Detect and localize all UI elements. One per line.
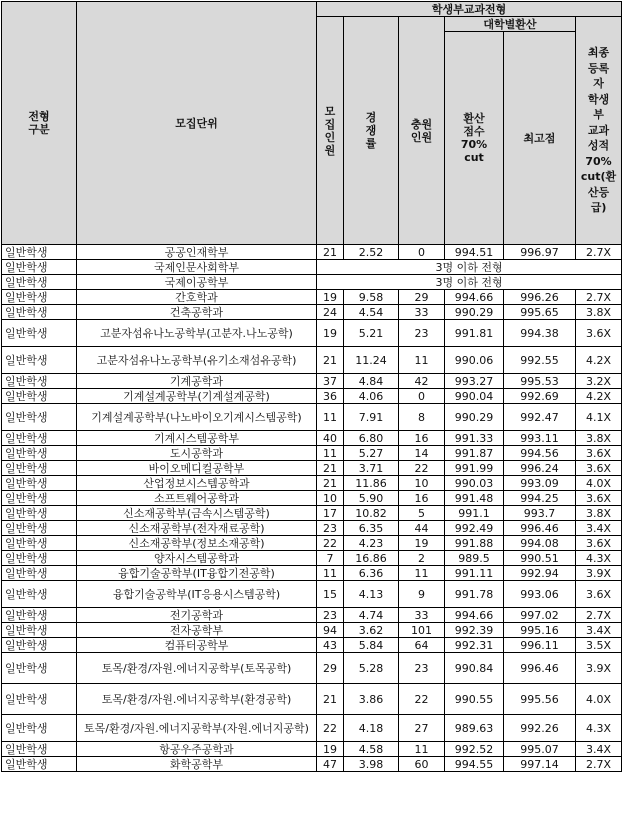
admission-type-cell: 일반학생 bbox=[2, 684, 77, 715]
recruit-count-cell: 43 bbox=[317, 638, 344, 653]
recruit-count-cell: 22 bbox=[317, 536, 344, 551]
max-score-cell: 994.25 bbox=[504, 491, 576, 506]
recruit-count-cell: 36 bbox=[317, 389, 344, 404]
score-70-cut-cell: 994.55 bbox=[445, 757, 504, 772]
table-row bbox=[2, 290, 622, 305]
admission-type-cell: 일반학생 bbox=[2, 305, 77, 320]
table-row bbox=[2, 476, 622, 491]
final-grade-cell: 2.7X bbox=[576, 608, 622, 623]
admission-type-cell: 일반학생 bbox=[2, 521, 77, 536]
admission-type-cell: 일반학생 bbox=[2, 404, 77, 431]
competition-rate-cell: 5.84 bbox=[344, 638, 399, 653]
recruit-unit-cell: 기계공학과 bbox=[77, 374, 317, 389]
extra-admits-cell: 22 bbox=[399, 684, 445, 715]
competition-rate-cell: 5.21 bbox=[344, 320, 399, 347]
score-70-cut-cell: 992.49 bbox=[445, 521, 504, 536]
recruit-count-cell: 7 bbox=[317, 551, 344, 566]
recruit-unit-cell: 양자시스템공학과 bbox=[77, 551, 317, 566]
final-grade-cell: 4.2X bbox=[576, 389, 622, 404]
score-70-cut-cell: 991.78 bbox=[445, 581, 504, 608]
score-70-cut-cell: 991.33 bbox=[445, 431, 504, 446]
table-row bbox=[2, 320, 622, 347]
competition-rate-cell: 3.71 bbox=[344, 461, 399, 476]
max-score-cell: 995.53 bbox=[504, 374, 576, 389]
final-grade-cell: 3.6X bbox=[576, 581, 622, 608]
extra-admits-cell: 29 bbox=[399, 290, 445, 305]
max-score-cell: 994.38 bbox=[504, 320, 576, 347]
score-70-cut-cell: 993.27 bbox=[445, 374, 504, 389]
score-70-cut-cell: 991.48 bbox=[445, 491, 504, 506]
competition-rate-cell: 4.06 bbox=[344, 389, 399, 404]
recruit-unit-cell: 토목/환경/자원.에너지공학부(환경공학) bbox=[77, 684, 317, 715]
recruit-unit-cell: 고분자섬유나노공학부(고분자.나노공학) bbox=[77, 320, 317, 347]
admission-type-cell: 일반학생 bbox=[2, 623, 77, 638]
extra-admits-cell: 101 bbox=[399, 623, 445, 638]
max-score-cell: 992.26 bbox=[504, 715, 576, 742]
max-score-cell: 996.46 bbox=[504, 653, 576, 684]
recruit-unit-cell: 국제이공학부 bbox=[77, 275, 317, 290]
competition-rate-cell: 4.84 bbox=[344, 374, 399, 389]
recruit-count-cell: 11 bbox=[317, 446, 344, 461]
table-row bbox=[2, 551, 622, 566]
max-score-cell: 992.94 bbox=[504, 566, 576, 581]
admission-type-cell: 일반학생 bbox=[2, 491, 77, 506]
max-score-cell: 993.11 bbox=[504, 431, 576, 446]
recruit-count-cell: 47 bbox=[317, 757, 344, 772]
recruit-unit-cell: 기계설계공학부(나노바이오기계시스템공학) bbox=[77, 404, 317, 431]
score-70-cut-cell: 991.11 bbox=[445, 566, 504, 581]
score-70-cut-cell: 991.87 bbox=[445, 446, 504, 461]
max-score-cell: 994.08 bbox=[504, 536, 576, 551]
competition-rate-cell: 5.28 bbox=[344, 653, 399, 684]
table-row bbox=[2, 757, 622, 772]
score-70-cut-cell: 989.63 bbox=[445, 715, 504, 742]
recruit-unit-cell: 기계시스템공학부 bbox=[77, 431, 317, 446]
admission-type-cell: 일반학생 bbox=[2, 320, 77, 347]
final-grade-cell: 4.3X bbox=[576, 551, 622, 566]
competition-rate-cell: 5.27 bbox=[344, 446, 399, 461]
header-admission-type: 전형 구분 bbox=[2, 2, 77, 245]
extra-admits-cell: 16 bbox=[399, 491, 445, 506]
admission-type-cell: 일반학생 bbox=[2, 608, 77, 623]
admission-type-cell: 일반학생 bbox=[2, 260, 77, 275]
extra-admits-cell: 60 bbox=[399, 757, 445, 772]
extra-admits-cell: 0 bbox=[399, 389, 445, 404]
competition-rate-cell: 4.54 bbox=[344, 305, 399, 320]
extra-admits-cell: 23 bbox=[399, 653, 445, 684]
table-row bbox=[2, 742, 622, 757]
competition-rate-cell: 11.86 bbox=[344, 476, 399, 491]
admission-type-cell: 일반학생 bbox=[2, 638, 77, 653]
max-score-cell: 990.51 bbox=[504, 551, 576, 566]
extra-admits-cell: 9 bbox=[399, 581, 445, 608]
final-grade-cell: 3.6X bbox=[576, 491, 622, 506]
note-cell: 3명 이하 전형 bbox=[317, 275, 622, 290]
header-score-70-cut: 환산 점수 70% cut bbox=[445, 32, 504, 245]
score-70-cut-cell: 990.29 bbox=[445, 305, 504, 320]
final-grade-cell: 3.8X bbox=[576, 305, 622, 320]
table-row bbox=[2, 305, 622, 320]
max-score-cell: 995.07 bbox=[504, 742, 576, 757]
admission-type-cell: 일반학생 bbox=[2, 431, 77, 446]
recruit-count-cell: 22 bbox=[317, 715, 344, 742]
extra-admits-cell: 27 bbox=[399, 715, 445, 742]
recruit-unit-cell: 신소재공학부(정보소재공학) bbox=[77, 536, 317, 551]
extra-admits-cell: 14 bbox=[399, 446, 445, 461]
max-score-cell: 995.56 bbox=[504, 684, 576, 715]
final-grade-cell: 3.6X bbox=[576, 536, 622, 551]
admission-type-cell: 일반학생 bbox=[2, 551, 77, 566]
admission-type-cell: 일반학생 bbox=[2, 506, 77, 521]
max-score-cell: 996.11 bbox=[504, 638, 576, 653]
final-grade-cell: 3.9X bbox=[576, 653, 622, 684]
header-extra-admits: 충원 인원 bbox=[399, 17, 445, 245]
score-70-cut-cell: 994.66 bbox=[445, 608, 504, 623]
table-row bbox=[2, 608, 622, 623]
recruit-unit-cell: 전자공학부 bbox=[77, 623, 317, 638]
competition-rate-cell: 7.91 bbox=[344, 404, 399, 431]
recruit-count-cell: 24 bbox=[317, 305, 344, 320]
score-70-cut-cell: 990.84 bbox=[445, 653, 504, 684]
table-row bbox=[2, 623, 622, 638]
table-row bbox=[2, 715, 622, 742]
score-70-cut-cell: 992.52 bbox=[445, 742, 504, 757]
admission-type-cell: 일반학생 bbox=[2, 566, 77, 581]
table-row bbox=[2, 275, 622, 290]
table-row bbox=[2, 684, 622, 715]
final-grade-cell: 3.4X bbox=[576, 521, 622, 536]
competition-rate-cell: 4.58 bbox=[344, 742, 399, 757]
max-score-cell: 996.26 bbox=[504, 290, 576, 305]
recruit-unit-cell: 간호학과 bbox=[77, 290, 317, 305]
admission-type-cell: 일반학생 bbox=[2, 476, 77, 491]
competition-rate-cell: 3.86 bbox=[344, 684, 399, 715]
extra-admits-cell: 11 bbox=[399, 566, 445, 581]
extra-admits-cell: 16 bbox=[399, 431, 445, 446]
score-70-cut-cell: 989.5 bbox=[445, 551, 504, 566]
competition-rate-cell: 6.35 bbox=[344, 521, 399, 536]
extra-admits-cell: 8 bbox=[399, 404, 445, 431]
recruit-unit-cell: 도시공학과 bbox=[77, 446, 317, 461]
final-grade-cell: 3.5X bbox=[576, 638, 622, 653]
recruit-unit-cell: 컴퓨터공학부 bbox=[77, 638, 317, 653]
recruit-count-cell: 11 bbox=[317, 566, 344, 581]
recruit-count-cell: 37 bbox=[317, 374, 344, 389]
recruit-unit-cell: 신소재공학부(전자재료공학) bbox=[77, 521, 317, 536]
table-row bbox=[2, 566, 622, 581]
recruit-unit-cell: 국제인문사회학부 bbox=[77, 260, 317, 275]
final-grade-cell: 3.6X bbox=[576, 320, 622, 347]
recruit-count-cell: 21 bbox=[317, 684, 344, 715]
final-grade-cell: 3.9X bbox=[576, 566, 622, 581]
extra-admits-cell: 2 bbox=[399, 551, 445, 566]
admission-type-cell: 일반학생 bbox=[2, 245, 77, 260]
recruit-count-cell: 21 bbox=[317, 461, 344, 476]
competition-rate-cell: 5.90 bbox=[344, 491, 399, 506]
extra-admits-cell: 42 bbox=[399, 374, 445, 389]
header-final-grade: 최종 등록 자 학생 부 교과 성적 70% cut(환 산등 급) bbox=[576, 17, 622, 245]
table-row bbox=[2, 374, 622, 389]
max-score-cell: 993.06 bbox=[504, 581, 576, 608]
competition-rate-cell: 4.23 bbox=[344, 536, 399, 551]
table-row bbox=[2, 389, 622, 404]
recruit-count-cell: 21 bbox=[317, 476, 344, 491]
recruit-unit-cell: 산업정보시스템공학과 bbox=[77, 476, 317, 491]
extra-admits-cell: 11 bbox=[399, 742, 445, 757]
admission-type-cell: 일반학생 bbox=[2, 757, 77, 772]
recruit-count-cell: 21 bbox=[317, 245, 344, 260]
admission-type-cell: 일반학생 bbox=[2, 446, 77, 461]
extra-admits-cell: 10 bbox=[399, 476, 445, 491]
admission-type-cell: 일반학생 bbox=[2, 581, 77, 608]
recruit-unit-cell: 신소재공학부(금속시스템공학) bbox=[77, 506, 317, 521]
recruit-count-cell: 19 bbox=[317, 320, 344, 347]
competition-rate-cell: 4.74 bbox=[344, 608, 399, 623]
final-grade-cell: 3.6X bbox=[576, 446, 622, 461]
score-70-cut-cell: 991.99 bbox=[445, 461, 504, 476]
max-score-cell: 997.14 bbox=[504, 757, 576, 772]
admission-type-cell: 일반학생 bbox=[2, 742, 77, 757]
recruit-unit-cell: 융합기술공학부(IT응용시스템공학) bbox=[77, 581, 317, 608]
competition-rate-cell: 6.80 bbox=[344, 431, 399, 446]
recruit-count-cell: 21 bbox=[317, 347, 344, 374]
final-grade-cell: 4.0X bbox=[576, 684, 622, 715]
table-row bbox=[2, 446, 622, 461]
note-cell: 3명 이하 전형 bbox=[317, 260, 622, 275]
table-row bbox=[2, 653, 622, 684]
recruit-count-cell: 23 bbox=[317, 608, 344, 623]
table-row bbox=[2, 260, 622, 275]
table-row bbox=[2, 521, 622, 536]
max-score-cell: 992.55 bbox=[504, 347, 576, 374]
final-grade-cell: 4.2X bbox=[576, 347, 622, 374]
score-70-cut-cell: 990.03 bbox=[445, 476, 504, 491]
max-score-cell: 994.56 bbox=[504, 446, 576, 461]
final-grade-cell: 2.7X bbox=[576, 245, 622, 260]
table-row bbox=[2, 581, 622, 608]
score-70-cut-cell: 990.55 bbox=[445, 684, 504, 715]
final-grade-cell: 3.8X bbox=[576, 431, 622, 446]
recruit-count-cell: 17 bbox=[317, 506, 344, 521]
recruit-unit-cell: 기계설계공학부(기계설계공학) bbox=[77, 389, 317, 404]
table-row bbox=[2, 245, 622, 260]
admissions-results-table bbox=[1, 1, 622, 772]
score-70-cut-cell: 990.06 bbox=[445, 347, 504, 374]
final-grade-cell: 4.0X bbox=[576, 476, 622, 491]
max-score-cell: 996.24 bbox=[504, 461, 576, 476]
competition-rate-cell: 6.36 bbox=[344, 566, 399, 581]
table-row bbox=[2, 431, 622, 446]
header-recruit-count: 모 집 인 원 bbox=[317, 17, 344, 245]
recruit-unit-cell: 전기공학과 bbox=[77, 608, 317, 623]
max-score-cell: 995.16 bbox=[504, 623, 576, 638]
recruit-count-cell: 40 bbox=[317, 431, 344, 446]
recruit-count-cell: 29 bbox=[317, 653, 344, 684]
recruit-count-cell: 94 bbox=[317, 623, 344, 638]
admission-type-cell: 일반학생 bbox=[2, 536, 77, 551]
max-score-cell: 997.02 bbox=[504, 608, 576, 623]
header-univ-calc: 대학별환산 bbox=[445, 17, 576, 32]
competition-rate-cell: 9.58 bbox=[344, 290, 399, 305]
header-recruit-unit: 모집단위 bbox=[77, 2, 317, 245]
final-grade-cell: 3.4X bbox=[576, 623, 622, 638]
max-score-cell: 993.09 bbox=[504, 476, 576, 491]
recruit-unit-cell: 항공우주공학과 bbox=[77, 742, 317, 757]
recruit-count-cell: 19 bbox=[317, 742, 344, 757]
extra-admits-cell: 5 bbox=[399, 506, 445, 521]
table-row bbox=[2, 404, 622, 431]
admission-type-cell: 일반학생 bbox=[2, 275, 77, 290]
final-grade-cell: 3.4X bbox=[576, 742, 622, 757]
recruit-unit-cell: 화학공학부 bbox=[77, 757, 317, 772]
recruit-unit-cell: 토목/환경/자원.에너지공학부(토목공학) bbox=[77, 653, 317, 684]
extra-admits-cell: 19 bbox=[399, 536, 445, 551]
admission-type-cell: 일반학생 bbox=[2, 389, 77, 404]
competition-rate-cell: 3.62 bbox=[344, 623, 399, 638]
extra-admits-cell: 33 bbox=[399, 305, 445, 320]
score-70-cut-cell: 992.31 bbox=[445, 638, 504, 653]
score-70-cut-cell: 990.29 bbox=[445, 404, 504, 431]
recruit-unit-cell: 토목/환경/자원.에너지공학부(자원.에너지공학) bbox=[77, 715, 317, 742]
final-grade-cell: 3.8X bbox=[576, 506, 622, 521]
header-max-score: 최고점 bbox=[504, 32, 576, 245]
score-70-cut-cell: 994.51 bbox=[445, 245, 504, 260]
table-row bbox=[2, 491, 622, 506]
extra-admits-cell: 11 bbox=[399, 347, 445, 374]
recruit-unit-cell: 바이오메디컬공학부 bbox=[77, 461, 317, 476]
score-70-cut-cell: 991.1 bbox=[445, 506, 504, 521]
max-score-cell: 993.7 bbox=[504, 506, 576, 521]
final-grade-cell: 2.7X bbox=[576, 290, 622, 305]
competition-rate-cell: 10.82 bbox=[344, 506, 399, 521]
table-row bbox=[2, 506, 622, 521]
extra-admits-cell: 33 bbox=[399, 608, 445, 623]
final-grade-cell: 2.7X bbox=[576, 757, 622, 772]
admission-type-cell: 일반학생 bbox=[2, 374, 77, 389]
max-score-cell: 992.47 bbox=[504, 404, 576, 431]
table-row bbox=[2, 638, 622, 653]
max-score-cell: 995.65 bbox=[504, 305, 576, 320]
admission-type-cell: 일반학생 bbox=[2, 461, 77, 476]
extra-admits-cell: 23 bbox=[399, 320, 445, 347]
admission-type-cell: 일반학생 bbox=[2, 290, 77, 305]
competition-rate-cell: 3.98 bbox=[344, 757, 399, 772]
score-70-cut-cell: 994.66 bbox=[445, 290, 504, 305]
recruit-count-cell: 19 bbox=[317, 290, 344, 305]
header-group-title: 학생부교과전형 bbox=[317, 2, 622, 17]
table-row bbox=[2, 461, 622, 476]
table-row bbox=[2, 536, 622, 551]
competition-rate-cell: 2.52 bbox=[344, 245, 399, 260]
competition-rate-cell: 4.18 bbox=[344, 715, 399, 742]
admission-type-cell: 일반학생 bbox=[2, 653, 77, 684]
competition-rate-cell: 4.13 bbox=[344, 581, 399, 608]
recruit-unit-cell: 융합기술공학부(IT융합기전공학) bbox=[77, 566, 317, 581]
table-header bbox=[2, 2, 622, 245]
max-score-cell: 996.97 bbox=[504, 245, 576, 260]
final-grade-cell: 3.2X bbox=[576, 374, 622, 389]
final-grade-cell: 3.6X bbox=[576, 461, 622, 476]
recruit-unit-cell: 공공인재학부 bbox=[77, 245, 317, 260]
max-score-cell: 992.69 bbox=[504, 389, 576, 404]
max-score-cell: 996.46 bbox=[504, 521, 576, 536]
table-body bbox=[2, 245, 622, 772]
recruit-count-cell: 11 bbox=[317, 404, 344, 431]
recruit-count-cell: 10 bbox=[317, 491, 344, 506]
extra-admits-cell: 64 bbox=[399, 638, 445, 653]
competition-rate-cell: 11.24 bbox=[344, 347, 399, 374]
admission-type-cell: 일반학생 bbox=[2, 347, 77, 374]
score-70-cut-cell: 992.39 bbox=[445, 623, 504, 638]
final-grade-cell: 4.1X bbox=[576, 404, 622, 431]
recruit-unit-cell: 건축공학과 bbox=[77, 305, 317, 320]
table-row bbox=[2, 347, 622, 374]
score-70-cut-cell: 991.81 bbox=[445, 320, 504, 347]
admission-type-cell: 일반학생 bbox=[2, 715, 77, 742]
extra-admits-cell: 22 bbox=[399, 461, 445, 476]
recruit-unit-cell: 고분자섬유나노공학부(유기소재섬유공학) bbox=[77, 347, 317, 374]
competition-rate-cell: 16.86 bbox=[344, 551, 399, 566]
recruit-count-cell: 23 bbox=[317, 521, 344, 536]
extra-admits-cell: 44 bbox=[399, 521, 445, 536]
score-70-cut-cell: 991.88 bbox=[445, 536, 504, 551]
extra-admits-cell: 0 bbox=[399, 245, 445, 260]
recruit-count-cell: 15 bbox=[317, 581, 344, 608]
header-competition-rate: 경 쟁 률 bbox=[344, 17, 399, 245]
recruit-unit-cell: 소프트웨어공학과 bbox=[77, 491, 317, 506]
final-grade-cell: 4.3X bbox=[576, 715, 622, 742]
score-70-cut-cell: 990.04 bbox=[445, 389, 504, 404]
